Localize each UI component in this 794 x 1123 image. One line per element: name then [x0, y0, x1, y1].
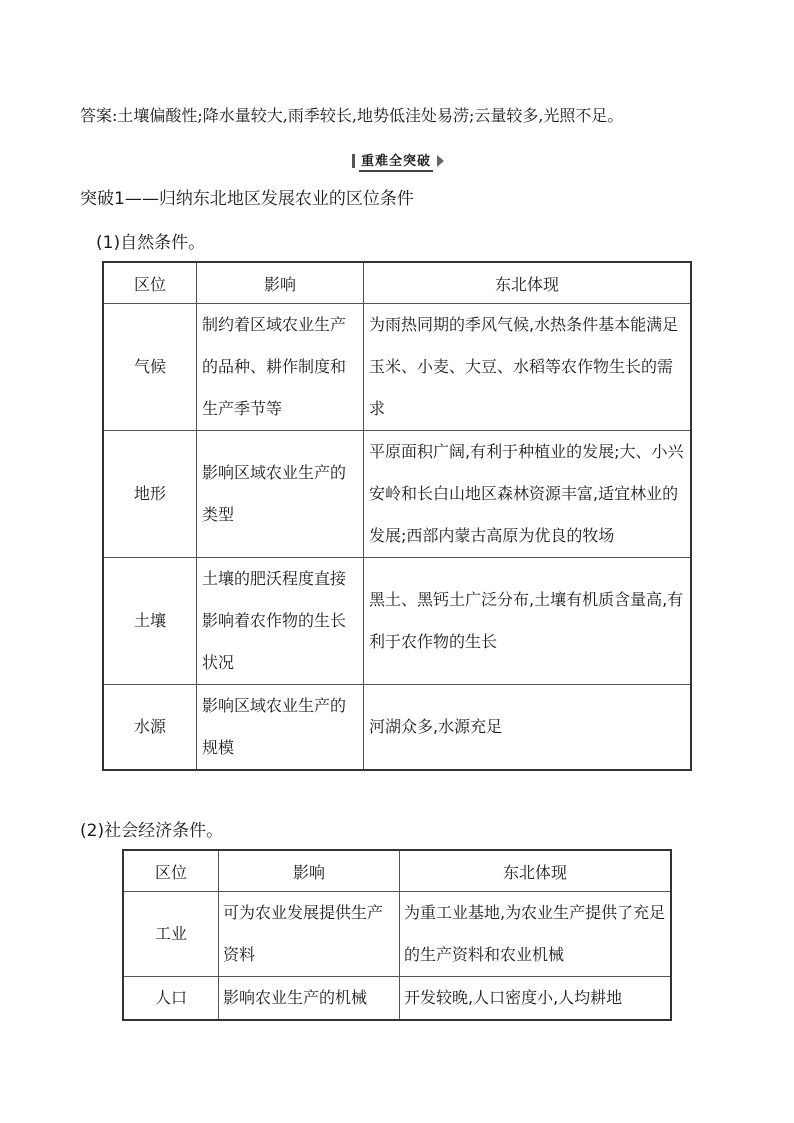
row-northeast: 河湖众多,水源充足: [364, 685, 692, 771]
table-row: [103, 685, 691, 771]
row-northeast: 黑土、黑钙土广泛分布,土壤有机质含量高,有利于农作物的生长: [364, 558, 692, 685]
header-northeast: 东北体现: [364, 262, 692, 304]
row-factor: 水源: [103, 685, 197, 771]
table-row: [103, 431, 691, 558]
natural-conditions-table: [102, 261, 692, 771]
table-header-row: [103, 262, 691, 304]
row-impact: 制约着区域农业生产的品种、耕作制度和生产季节等: [197, 304, 364, 431]
table-row: [103, 304, 691, 431]
table-header-row: [123, 850, 671, 892]
answer-text: 答案:土壤偏酸性;降水量较大,雨季较长,地势低洼处易涝;云量较多,光照不足。: [80, 106, 624, 125]
badge-bar-icon: [352, 154, 355, 168]
row-impact: 影响区域农业生产的类型: [197, 431, 364, 558]
header-northeast: 东北体现: [400, 850, 672, 892]
header-factor: 区位: [123, 850, 219, 892]
row-impact: 可为农业发展提供生产资料: [219, 892, 400, 977]
header-impact: 影响: [219, 850, 400, 892]
row-factor: 工业: [123, 892, 219, 977]
row-factor: 地形: [103, 431, 197, 558]
row-northeast: 开发较晚,人口密度小,人均耕地: [400, 977, 672, 1021]
section-badge: [352, 150, 444, 172]
header-factor: 区位: [103, 262, 197, 304]
row-northeast: 为雨热同期的季风气候,水热条件基本能满足玉米、小麦、大豆、水稻等农作物生长的需求: [364, 304, 692, 431]
table-row: [123, 977, 671, 1021]
row-impact: 影响农业生产的机械: [219, 977, 400, 1021]
row-factor: 人口: [123, 977, 219, 1021]
row-factor: 气候: [103, 304, 197, 431]
social-conditions-title: (2)社会经济条件。: [80, 821, 224, 841]
breakthrough-title: 突破1——归纳东北地区发展农业的区位条件: [80, 189, 414, 209]
table-row: [103, 558, 691, 685]
natural-conditions-title: (1)自然条件。: [96, 233, 206, 253]
row-factor: 土壤: [103, 558, 197, 685]
table-row: [123, 892, 671, 977]
row-northeast: 平原面积广阔,有利于种植业的发展;大、小兴安岭和长白山地区森林资源丰富,适宜林业的发展;西部内蒙古高原为优良的牧场: [364, 431, 692, 558]
section-badge-label: 重难全突破: [359, 150, 433, 172]
row-impact: 影响区域农业生产的规模: [197, 685, 364, 771]
row-northeast: 为重工业基地,为农业生产提供了充足的生产资料和农业机械: [400, 892, 672, 977]
row-impact: 土壤的肥沃程度直接影响着农作物的生长状况: [197, 558, 364, 685]
header-impact: 影响: [197, 262, 364, 304]
social-conditions-table: [122, 849, 672, 1021]
badge-arrow-icon: [437, 155, 444, 167]
